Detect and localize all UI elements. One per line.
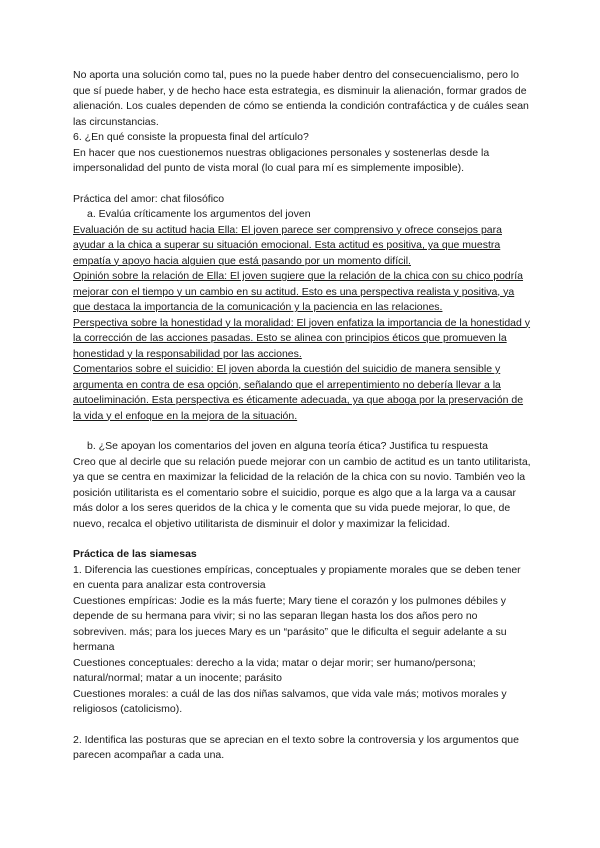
item-a-heading: a. Evalúa críticamente los argumentos del joven bbox=[87, 208, 311, 220]
chat-section-title: Práctica del amor: chat filosófico bbox=[73, 192, 225, 205]
evaluation-attitude: Evaluación de su actitud hacia Ella: El joven parece ser comprensivo y ofrece consejos para ayudar a la chica a superar su situación emocional. Esta actitud es positiva, ya que muestra empatía y apoyo hacia alguien que está pasando por un momento difícil. bbox=[73, 223, 502, 267]
answer-b: Creo que al decirle que su relación puede mejorar con un cambio de actitud es un tanto utilitarista, ya que se centra en maximizar la felicidad de la relación de la chica con su novio. También veo la posición utilitarista es el comentario sobre el suicidio, porque es algo que a la larga va a causar más dolor a los seres queridos de la chica y le comenta que su vida puede mejorar, lo que, de nuevo, recalca el objetivo utilitarista de disminuir el dolor y maximizar la felicidad. bbox=[73, 455, 531, 530]
answer-6: En hacer que nos cuestionemos nuestras obligaciones personales y sostenerlas desde la impersonalidad del punto de vista moral (lo cual para mí es simplemente imposible). bbox=[73, 146, 490, 174]
spacer bbox=[73, 424, 533, 439]
siamesas-question-1: 1. Diferencia las cuestiones empíricas, conceptuales y propiamente morales que se deben tener en cuenta para analizar esta controversia bbox=[73, 563, 521, 591]
siamesas-section-title: Práctica de las siamesas bbox=[73, 548, 197, 560]
question-6: 6. ¿En qué consiste la propuesta final del artículo? bbox=[73, 131, 309, 143]
evaluation-suicide: Comentarios sobre el suicidio: El joven aborda la cuestión del suicidio de manera sensible y argumenta en contra de esa opción, señalando que el arrepentimiento no debería llevar a la autoeliminación. Esta perspectiva es éticamente adecuada, ya que aboga por la preservación de la vida y el enfoque en la mejora de la situación. bbox=[73, 363, 524, 422]
spacer bbox=[73, 718, 533, 733]
spacer bbox=[73, 177, 533, 192]
item-b-heading: b. ¿Se apoyan los comentarios del joven en alguna teoría ética? Justifica tu respuesta bbox=[87, 440, 488, 452]
evaluation-relationship: Opinión sobre la relación de Ella: El joven sugiere que la relación de la chica con su chico podría mejorar con el tiempo y un cambio en su actitud. Esto es una perspectiva realista y positiva, ya que destaca la importancia de la comunicación y la paciencia en las relaciones. bbox=[73, 270, 524, 313]
document-page bbox=[73, 68, 533, 764]
evaluation-honesty: Perspectiva sobre la honestidad y la moralidad: El joven enfatiza la importancia de la honestidad y la corrección de las acciones pasadas. Esto se alinea con principios éticos que promueven la honestidad y la responsabilidad por las acciones. bbox=[73, 316, 531, 360]
conceptual-issues: Cuestiones conceptuales: derecho a la vida; matar o dejar morir; ser humano/persona; natural/normal; matar a un inocente; parásito bbox=[73, 656, 476, 684]
spacer bbox=[73, 532, 533, 547]
empirical-issues: Cuestiones empíricas: Jodie es la más fuerte; Mary tiene el corazón y los pulmones débiles y depende de su hermana para vivir; si no las separan llegan hasta los dos años pero no sobreviven. más; para los jueces Mary es un “parásito” que le dificulta el seguir adelante a su hermana bbox=[73, 594, 507, 653]
moral-issues: Cuestiones morales: a cuál de las dos niñas salvamos, que vida vale más; motivos morales y religiosos (catolicismo). bbox=[73, 687, 507, 715]
siamesas-question-2: 2. Identifica las posturas que se aprecian en el texto sobre la controversia y los argumentos que parecen acompañar a cada una. bbox=[73, 733, 519, 761]
intro-paragraph: No aporta una solución como tal, pues no la puede haber dentro del consecuencialismo, pero lo que sí puede haber, y de hecho hace esta estrategia, es disminuir la alienación, formar grados de alienación. Los cuales dependen de cómo se entienda la condición contrafáctica y de cuáles sean las circunstancias. bbox=[73, 69, 529, 128]
